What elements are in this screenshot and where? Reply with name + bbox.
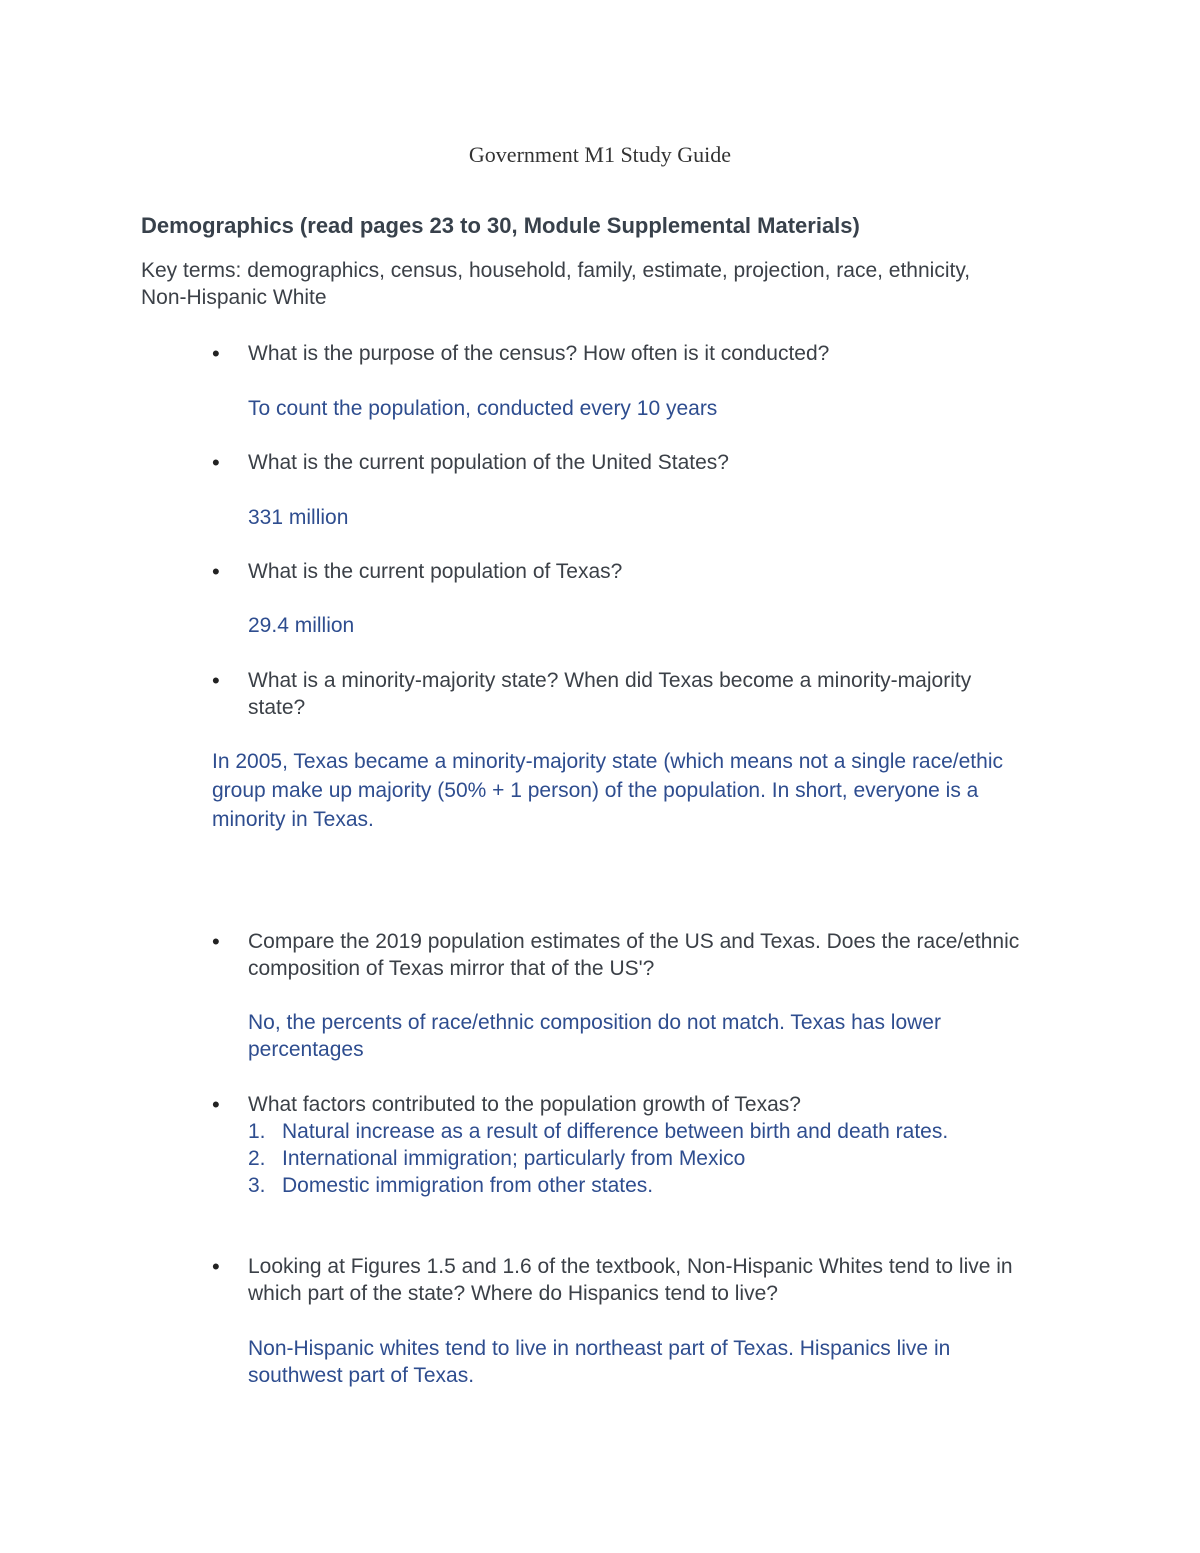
answer-4: In 2005, Texas became a minority-majority state (which means not a single race/ethic group make up majority (50% + 1 person) of the population. In short, everyone is a minority in Texas. [212,750,1003,831]
question-2: What is the current population of the United States? [248,451,729,474]
list-number: 1. [248,1120,266,1143]
section-heading: Demographics (read pages 23 to 30, Module Supplemental Materials) [141,213,860,238]
answer-7: Non-Hispanic whites tend to live in northeast part of Texas. Hispanics live in southwest part of Texas. [248,1337,951,1387]
growth-factors-list [248,1118,1048,1199]
list-number: 2. [248,1147,266,1170]
answer-2: 331 million [248,506,349,529]
list-item [248,1145,1048,1172]
document-title: Government M1 Study Guide [468,142,732,167]
bullet-icon: • [212,341,220,366]
answer-5: No, the percents of race/ethnic composition do not match. Texas has lower percentages [248,1011,941,1061]
key-terms: Key terms: demographics, census, household, family, estimate, projection, race, ethnicity, Non-Hispanic White [141,259,971,309]
list-text: Domestic immigration from other states. [282,1174,654,1197]
question-6: What factors contributed to the population growth of Texas? [248,1093,801,1116]
bullet-icon: • [212,668,220,693]
question-7: Looking at Figures 1.5 and 1.6 of the textbook, Non-Hispanic Whites tend to live in which part of the state? Where do Hispanics tend to live? [248,1255,1013,1305]
list-number: 3. [248,1174,266,1197]
list-item [248,1118,1048,1145]
answer-1: To count the population, conducted every 10 years [248,397,718,420]
bullet-icon: • [212,1254,220,1279]
list-text: Natural increase as a result of difference between birth and death rates. [282,1120,949,1143]
question-1: What is the purpose of the census? How often is it conducted? [248,342,830,365]
question-3: What is the current population of Texas? [248,560,623,583]
bullet-icon: • [212,450,220,475]
bullet-icon: • [212,559,220,584]
bullet-icon: • [212,929,220,954]
answer-3: 29.4 million [248,614,355,637]
list-text: International immigration; particularly from Mexico [282,1147,746,1170]
list-item [248,1172,1048,1199]
bullet-icon: • [212,1092,220,1117]
question-4: What is a minority-majority state? When did Texas become a minority-majority state? [248,669,972,719]
question-5: Compare the 2019 population estimates of the US and Texas. Does the race/ethnic composition of Texas mirror that of the US'? [248,930,1020,980]
